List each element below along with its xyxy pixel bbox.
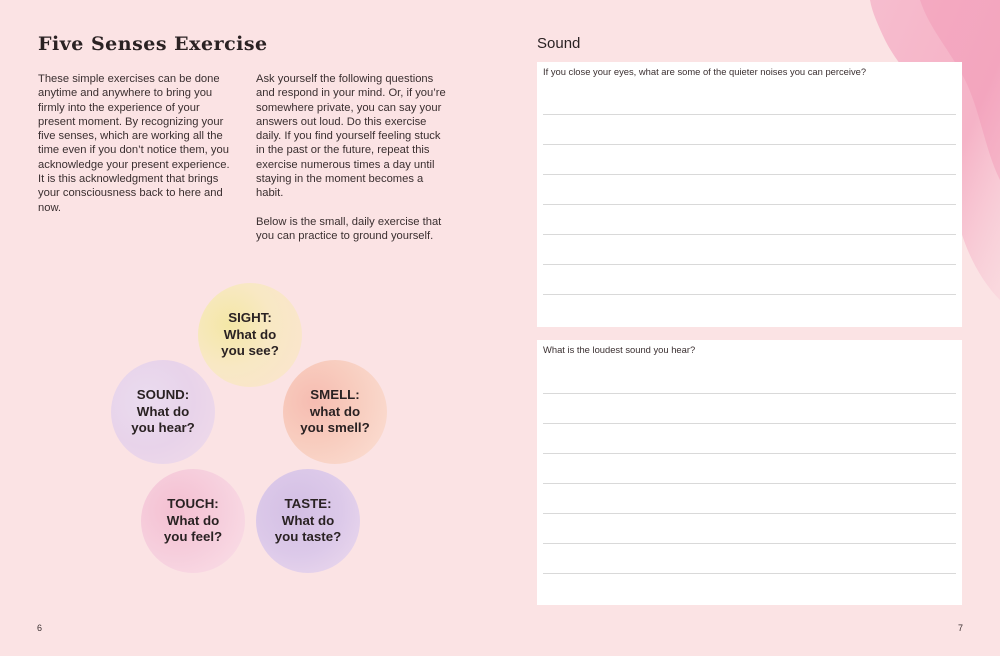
page-title: Five Senses Exercise [38, 33, 268, 55]
taste-question-2: you taste? [274, 529, 342, 545]
smell-circle [283, 360, 387, 464]
answer-box-loudest-sound[interactable] [537, 340, 962, 605]
smell-question-1: what do [309, 403, 361, 419]
intro-column-1 [38, 72, 234, 229]
smell-question-2: you smell? [300, 420, 370, 436]
sight-question-2: you see? [221, 343, 279, 359]
writing-line [543, 204, 956, 205]
writing-line [543, 513, 956, 514]
writing-line [543, 294, 956, 295]
touch-label: TOUCH: [167, 496, 219, 512]
writing-line [543, 144, 956, 145]
section-title-sound: Sound [537, 35, 581, 52]
writing-line [543, 264, 956, 265]
writing-line [543, 423, 956, 424]
writing-line [543, 174, 956, 175]
taste-circle [256, 469, 360, 573]
prompt-loudest-sound: What is the loudest sound you hear? [543, 344, 696, 355]
smell-label: SMELL: [310, 387, 360, 403]
writing-line [543, 114, 956, 115]
daily-exercise-paragraph: Below is the small, daily exercise that you can practice to ground yourself. [256, 215, 442, 242]
taste-question-1: What do [281, 512, 335, 528]
writing-line [543, 573, 956, 574]
page-number-left: 6 [37, 623, 43, 633]
sound-question-1: What do [136, 403, 190, 419]
sound-question-2: you hear? [131, 420, 195, 436]
sound-label: SOUND: [136, 387, 190, 403]
touch-circle [141, 469, 245, 573]
intro-paragraph: These simple exercises can be done anytime and anywhere to bring you firmly into the experience of your present moment. By recognizing your five senses, which are working all the time even if you don’t notice them, you acknowledge your present experience. It is this acknowledgment that brings your consciousness back to here and now. [38, 73, 230, 214]
sound-circle [111, 360, 215, 464]
prompt-quiet-noises: If you close your eyes, what are some of the quieter noises you can perceive? [543, 66, 867, 77]
touch-question-1: What do [166, 512, 220, 528]
sight-label: SIGHT: [228, 310, 272, 326]
taste-label: TASTE: [284, 496, 332, 512]
answer-box-quiet-noises[interactable] [537, 62, 962, 327]
writing-line [543, 234, 956, 235]
sight-circle [198, 283, 302, 387]
writing-line [543, 483, 956, 484]
sight-question-1: What do [223, 326, 277, 342]
page-number-right: 7 [958, 623, 964, 633]
writing-line [543, 453, 956, 454]
writing-line [543, 543, 956, 544]
writing-line [543, 393, 956, 394]
instructions-paragraph: Ask yourself the following questions and respond in your mind. Or, if you’re somewhere private, you can say your answers out loud. Do this exercise daily. If you find yourself feeling stuck in the past or the future, repeat this exercise numerous times a day until staying in the moment becomes a habit. [256, 73, 446, 200]
intro-column-2 [256, 72, 452, 257]
touch-question-2: you feel? [163, 529, 223, 545]
right-page [500, 0, 1000, 656]
